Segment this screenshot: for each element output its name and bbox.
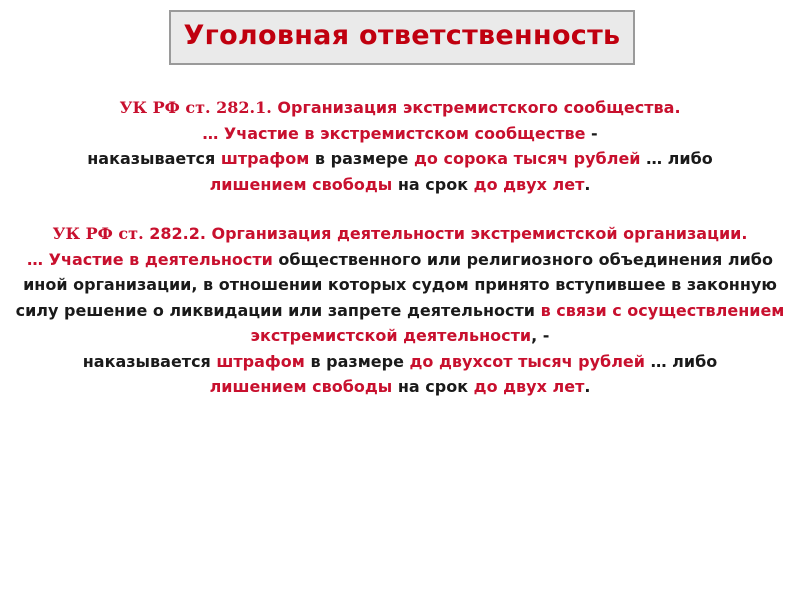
participation-text: , - [531, 326, 550, 345]
article-282-1-reference: УК РФ ст. 282.1. [119, 98, 272, 117]
penalty-text: наказывается [82, 351, 217, 371]
article-282-2-penalty [10, 349, 790, 400]
penalty-text: на срок [392, 174, 474, 194]
article-282-1-heading [10, 95, 790, 121]
penalty-text: . [584, 174, 591, 194]
article-282-1-name: Организация экстремистского сообщества. [271, 98, 681, 117]
participation-highlight: Участие в деятельности [48, 249, 273, 269]
penalty-text: наказывается [87, 149, 221, 168]
article-282-1-participation-text: … Участие в экстремистском сообществе [202, 123, 586, 143]
article-282-1-participation [10, 121, 790, 147]
penalty-imprisonment: лишением свободы [209, 377, 393, 396]
penalty-text: в размере [304, 351, 410, 371]
penalty-text: на срок [392, 377, 474, 396]
participation-highlight: в связи с осуществлением экстремистской деятельности [250, 300, 785, 345]
participation-text: общественного или религиозного объединения либо иной организации, в отношении которых судом принято вступившее в законную силу решение о ликвидации или запрете деятельности [15, 249, 777, 320]
penalty-imprisonment: лишением свободы [209, 174, 393, 194]
article-282-1-penalty [10, 146, 790, 197]
slide-content [10, 95, 790, 400]
penalty-text: … либо [645, 351, 718, 371]
article-282-2-number: 282.2. [149, 224, 206, 243]
penalty-text: . [584, 377, 591, 396]
penalty-fine: штрафом [220, 149, 310, 168]
penalty-fine: штрафом [216, 351, 305, 371]
penalty-text: в размере [309, 149, 414, 168]
article-282-2-participation [10, 247, 790, 349]
penalty-text: … либо [640, 149, 713, 168]
penalty-fine-amount: до сорока тысяч рублей [413, 149, 641, 168]
slide-title: Уголовная ответственность [183, 20, 621, 51]
participation-ellipsis: … [27, 249, 49, 269]
article-282-2-name: Организация деятельности экстремистской организации. [205, 224, 748, 243]
penalty-fine-amount: до двухсот тысяч рублей [409, 351, 645, 371]
article-282-2-heading [10, 221, 790, 247]
penalty-term: до двух лет [473, 174, 585, 194]
article-282-2-reference: УК РФ ст. [52, 224, 150, 243]
article-282-1-participation-dash: - [585, 123, 598, 143]
penalty-term: до двух лет [473, 377, 585, 396]
